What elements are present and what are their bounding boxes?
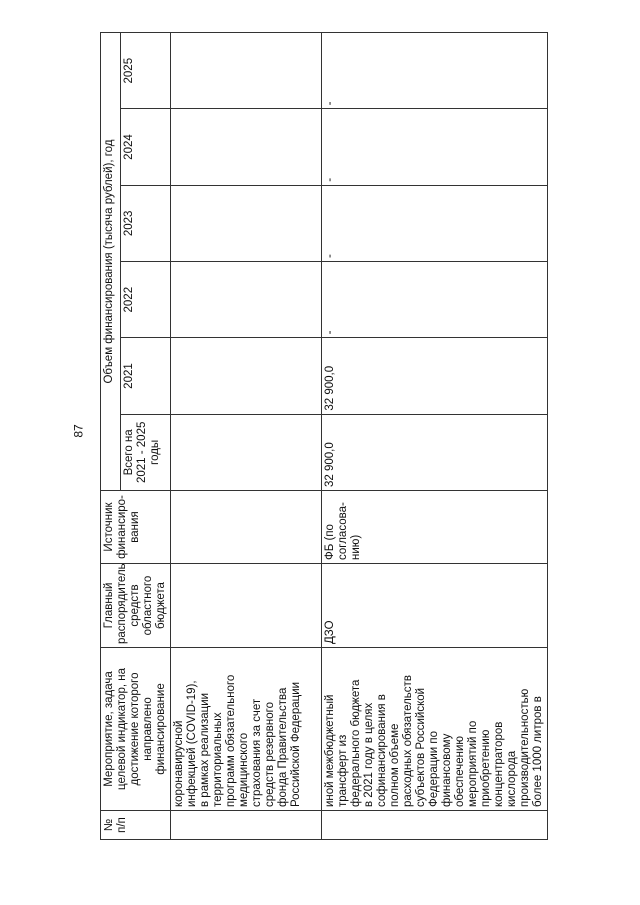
cell-num xyxy=(322,811,548,840)
cell-grbs xyxy=(171,564,322,648)
cell-source: ФБ (по согласова-нию) xyxy=(322,491,548,564)
cell-2024 xyxy=(171,109,322,185)
table-row xyxy=(171,33,322,840)
cell-event: коронавирусной инфекцией (COVID-19), в рамках реализации территориальных программ обязательного медицинского страхования за счет средств резервного фонда Правительства Российской Федерации xyxy=(171,648,322,811)
cell-2023: - xyxy=(322,185,548,261)
cell-num xyxy=(171,811,322,840)
financing-table xyxy=(100,32,548,840)
cell-total xyxy=(171,414,322,490)
page-number: 87 xyxy=(71,424,86,438)
header-year-2023: 2023 xyxy=(121,185,171,261)
header-source: Источник финансиро-вания xyxy=(101,491,171,564)
header-row-1 xyxy=(101,33,121,840)
header-year-2022: 2022 xyxy=(121,262,171,338)
header-num: № п/п xyxy=(101,811,171,840)
cell-source xyxy=(171,491,322,564)
cell-grbs: ДЗО xyxy=(322,564,548,648)
header-year-2021: 2021 xyxy=(121,338,171,414)
cell-event: иной межбюджетный трансферт из федерального бюджета в 2021 году в целях софинансирования в полном объеме расходных обязательств субъектов Российской Федерации по финансовому обеспечению мероприятий по приобретению концентраторов кислорода производительностью более 1000 литров в xyxy=(322,648,548,811)
header-year-2025: 2025 xyxy=(121,33,171,109)
cell-total: 32 900,0 xyxy=(322,414,548,490)
header-total: Всего на 2021 - 2025 годы xyxy=(121,414,171,490)
header-year-2024: 2024 xyxy=(121,109,171,185)
cell-2022 xyxy=(171,262,322,338)
header-event: Мероприятие, задача целевой индикатор, на достижение которого направлено финансирование xyxy=(101,648,171,811)
cell-2025: - xyxy=(322,33,548,109)
header-volume: Объем финансирования (тысяча рублей), год xyxy=(101,33,121,491)
table-row xyxy=(322,33,548,840)
cell-2025 xyxy=(171,33,322,109)
cell-2024: - xyxy=(322,109,548,185)
landscape-table-wrapper xyxy=(100,32,600,840)
rotated-table-container xyxy=(100,32,600,840)
cell-2021: 32 900,0 xyxy=(322,338,548,414)
header-grbs: Главный распорядитель средств областного бюджета xyxy=(101,564,171,648)
cell-2021 xyxy=(171,338,322,414)
cell-2022: - xyxy=(322,262,548,338)
cell-2023 xyxy=(171,185,322,261)
